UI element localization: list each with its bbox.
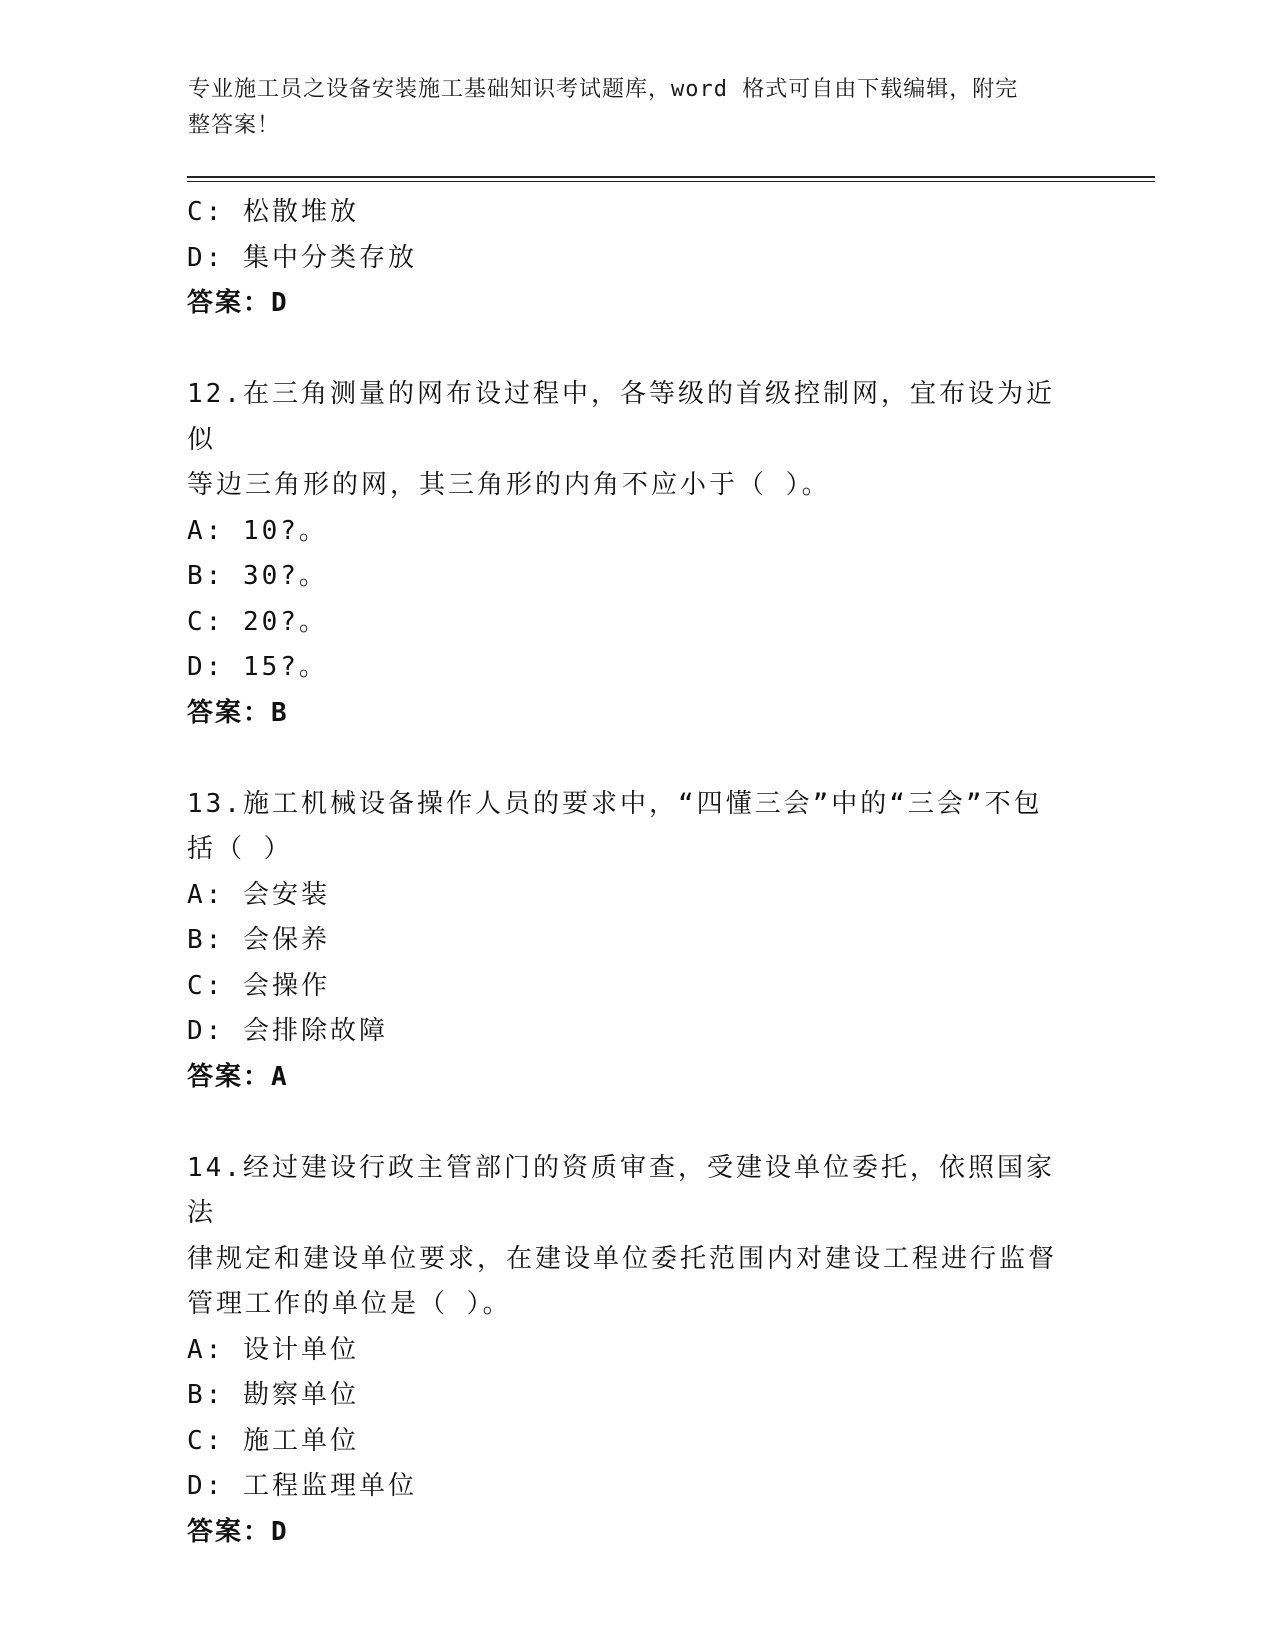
question-12 [187, 372, 1087, 736]
page-header [188, 72, 1068, 144]
option-a: A: 10?。 [187, 515, 328, 546]
question-text-line: 管理工作的单位是（ ）。 [187, 1289, 512, 1319]
option-d: D: 集中分类存放 [187, 242, 417, 273]
option-d: D: 15?。 [187, 652, 328, 682]
option-c: C: 会操作 [187, 970, 330, 1001]
question-text-line: 13.施工机械设备操作人员的要求中，“四懂三会”中的“三会”不包 [187, 788, 1043, 819]
header-divider-thick [187, 176, 1155, 178]
option-b: B: 会保养 [187, 925, 330, 955]
question-text-line: 12.在三角测量的网布设过程中，各等级的首级控制网，宜布设为近似 [187, 379, 1055, 455]
question-14 [187, 1146, 1087, 1556]
question-list [187, 190, 1087, 1555]
spacer [187, 736, 1087, 782]
question-text-line: 律规定和建设单位要求，在建设单位委托范围内对建设工程进行监督 [187, 1243, 1058, 1274]
answer-line: 答案：A [187, 1061, 289, 1092]
option-a: A: 设计单位 [187, 1334, 359, 1365]
question-text-line: 等边三角形的网，其三角形的内角不应小于（ ）。 [187, 470, 831, 500]
option-c: C: 20?。 [187, 606, 328, 637]
option-c: C: 施工单位 [187, 1425, 359, 1456]
question-13 [187, 782, 1087, 1101]
question-text [187, 1146, 1067, 1328]
header-line-2: 整答案！ [188, 113, 281, 138]
option-b: B: 勘察单位 [187, 1380, 359, 1410]
answer-line: 答案：D [187, 1516, 289, 1547]
header-divider-thin [187, 181, 1155, 182]
question-text-line: 括（ ） [187, 834, 293, 864]
header-line-1: 专业施工员之设备安装施工基础知识考试题库，word 格式可自由下载编辑，附完 [188, 77, 1019, 102]
question-text [187, 782, 1067, 873]
question-text [187, 372, 1067, 509]
option-a: A: 会安装 [187, 879, 330, 910]
question-text-line: 14.经过建设行政主管部门的资质审查，受建设单位委托，依照国家法 [187, 1152, 1055, 1228]
option-d: D: 工程监理单位 [187, 1471, 417, 1501]
option-d: D: 会排除故障 [187, 1016, 388, 1046]
question-continued [187, 190, 1087, 327]
option-c: C: 松散堆放 [187, 197, 359, 227]
spacer [187, 327, 1087, 373]
answer-line: 答案：D [187, 288, 289, 318]
spacer [187, 1100, 1087, 1146]
option-b: B: 30?。 [187, 561, 328, 591]
answer-line: 答案：B [187, 697, 289, 728]
